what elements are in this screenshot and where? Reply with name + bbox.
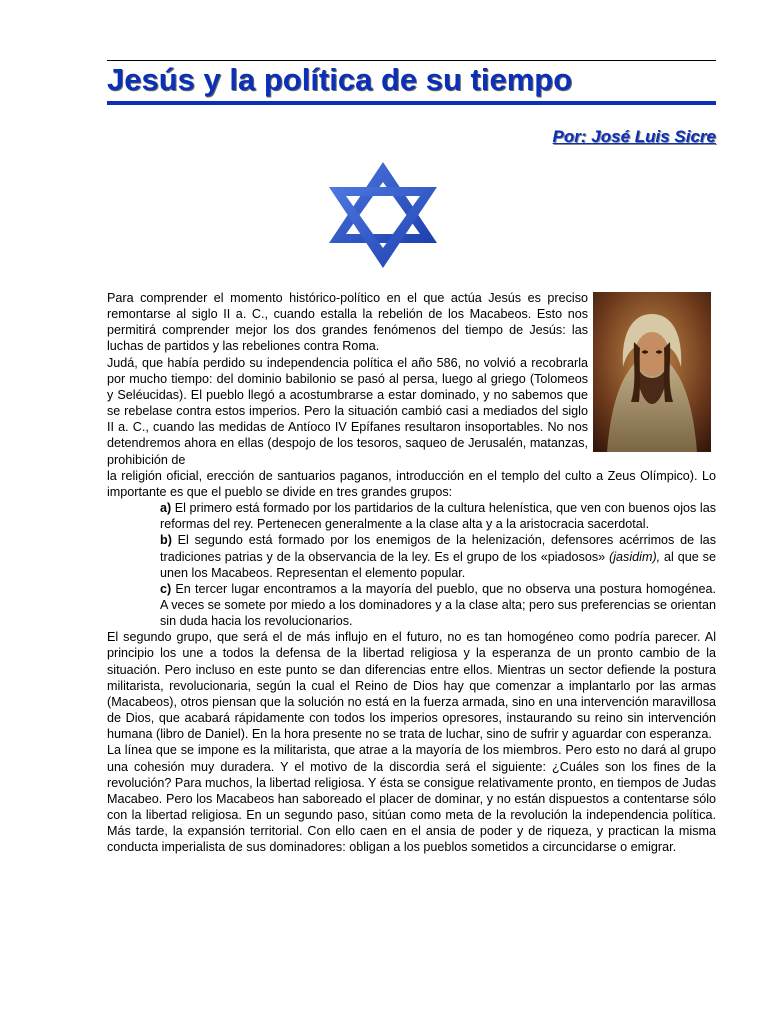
paragraph-juda-continued: la religión oficial, erección de santuarios paganos, introducción en el templo del culto a Zeus Olímpico). Lo importante es que el pueblo se divide en tres grandes grupos:: [107, 468, 716, 499]
top-rule: [107, 60, 716, 61]
list-label-a: a): [160, 501, 172, 516]
page-title: Jesús y la política de su tiempo: [107, 62, 573, 97]
paragraph-juda: Judá, que había perdido su independencia política el año 586, no volvió a recobrarla por mucho tiempo: del dominio babilonio se pasó al persa, luego al griego (Tolomeos y Seléucidas). El pueblo llegó a acostumbrarse a estar dominado, y no sabemos que se rebelase contra estos imperios. Pero la situación cambió casi a mediados del siglo II a. C., cuando las medidas de Antíoco IV Epífanes resultaron insoportables. No nos detendremos ahora en ellas (despojo de los tesoros, saqueo de Jerusalén, matanzas, prohibición de: [107, 355, 588, 467]
list-text-b: El segundo está formado por los enemigos de la helenización, defensores acérrimos de las tradiciones patrias y de la observancia de la ley. Es el grupo de los «piadosos»: [160, 533, 716, 564]
star-of-david-icon: [326, 160, 440, 270]
list-text-c: En tercer lugar encontramos a la mayoría del pueblo, que no observa una postura homogénea. A veces se somete por miedo a los dominadores y a la clase alta; pero sus preferencias se orientan sin duda hacia los revolucionarios.: [160, 581, 716, 629]
list-label-b: b): [160, 533, 172, 548]
author-byline: Por: José Luis Sicre: [552, 127, 716, 146]
list-text-a: El primero está formado por los partidarios de la cultura helenística, que ven con buenos ojos las reformas del rey. Pertenecen generalmente a la clase alta y a la aristocracia sacerdotal.: [160, 501, 716, 532]
list-text-b-end: al que se unen los Macabeos. Representan el elemento popular.: [160, 549, 716, 580]
paragraph-intro: Para comprender el momento histórico-político en el que actúa Jesús es preciso remontarse al siglo II a. C., cuando estalla la rebelión de los Macabeos. Esto nos permitirá comprender mejor los dos grandes fenómenos del tiempo de Jesús: las luchas de partidos y las rebeliones contra Roma.: [107, 291, 588, 354]
article-body: [107, 290, 716, 855]
list-label-c: c): [160, 581, 172, 596]
paragraph-second-group: El segundo grupo, que será el de más influjo en el futuro, no es tan homogéneo como podría parecer. Al principio los une a todos la defensa de la libertad religiosa y la esperanza de un pronto cambio de la situación. Pero incluso en este punto se dan diferencias entre ellos. Mientras un sector defiende la postura militarista, revolucionaria, según la cual el Reino de Dios hay que comenzar a implantarlo por las armas (Macabeos), otros piensan que la solución no está en la fuerza armada, sino en una intervención maravillosa de Dios, que acabará rápidamente con todos los imperios opresores, instaurando su reino sin intervención humana (libro de Daniel). En la hora presente no se trata de luchar, sino de sufrir y aguardar con esperanza.: [107, 630, 716, 742]
list-item-a: [107, 500, 716, 532]
paragraph-militarist: La línea que se impone es la militarista, que atrae a la mayoría de los miembros. Pero esto no dará al grupo una cohesión muy duradera. Y el motivo de la discordia será el siguiente: ¿Cuáles son los fines de la revolución? Para muchos, la libertad religiosa. Y ésta se consigue relativamente pronto, en tiempos de Judas Macabeo. Pero los Macabeos han saboreado el placer de dominar, y no están dispuestos a contentarse sólo con la libertad religiosa. En un segundo paso, sitúan como meta de la revolución la independencia política. Más tarde, la expansión territorial. Con ello caen en el ansia de poder y de riqueza, y practican la misma conducta imperialista de sus dominadores: obligan a los pueblos sometidos a circuncidarse o emigrar.: [107, 743, 716, 855]
title-underline: [107, 101, 716, 105]
list-item-c: [107, 581, 716, 629]
list-item-b: [107, 532, 716, 580]
list-text-b-italic: (jasidim),: [609, 549, 661, 564]
